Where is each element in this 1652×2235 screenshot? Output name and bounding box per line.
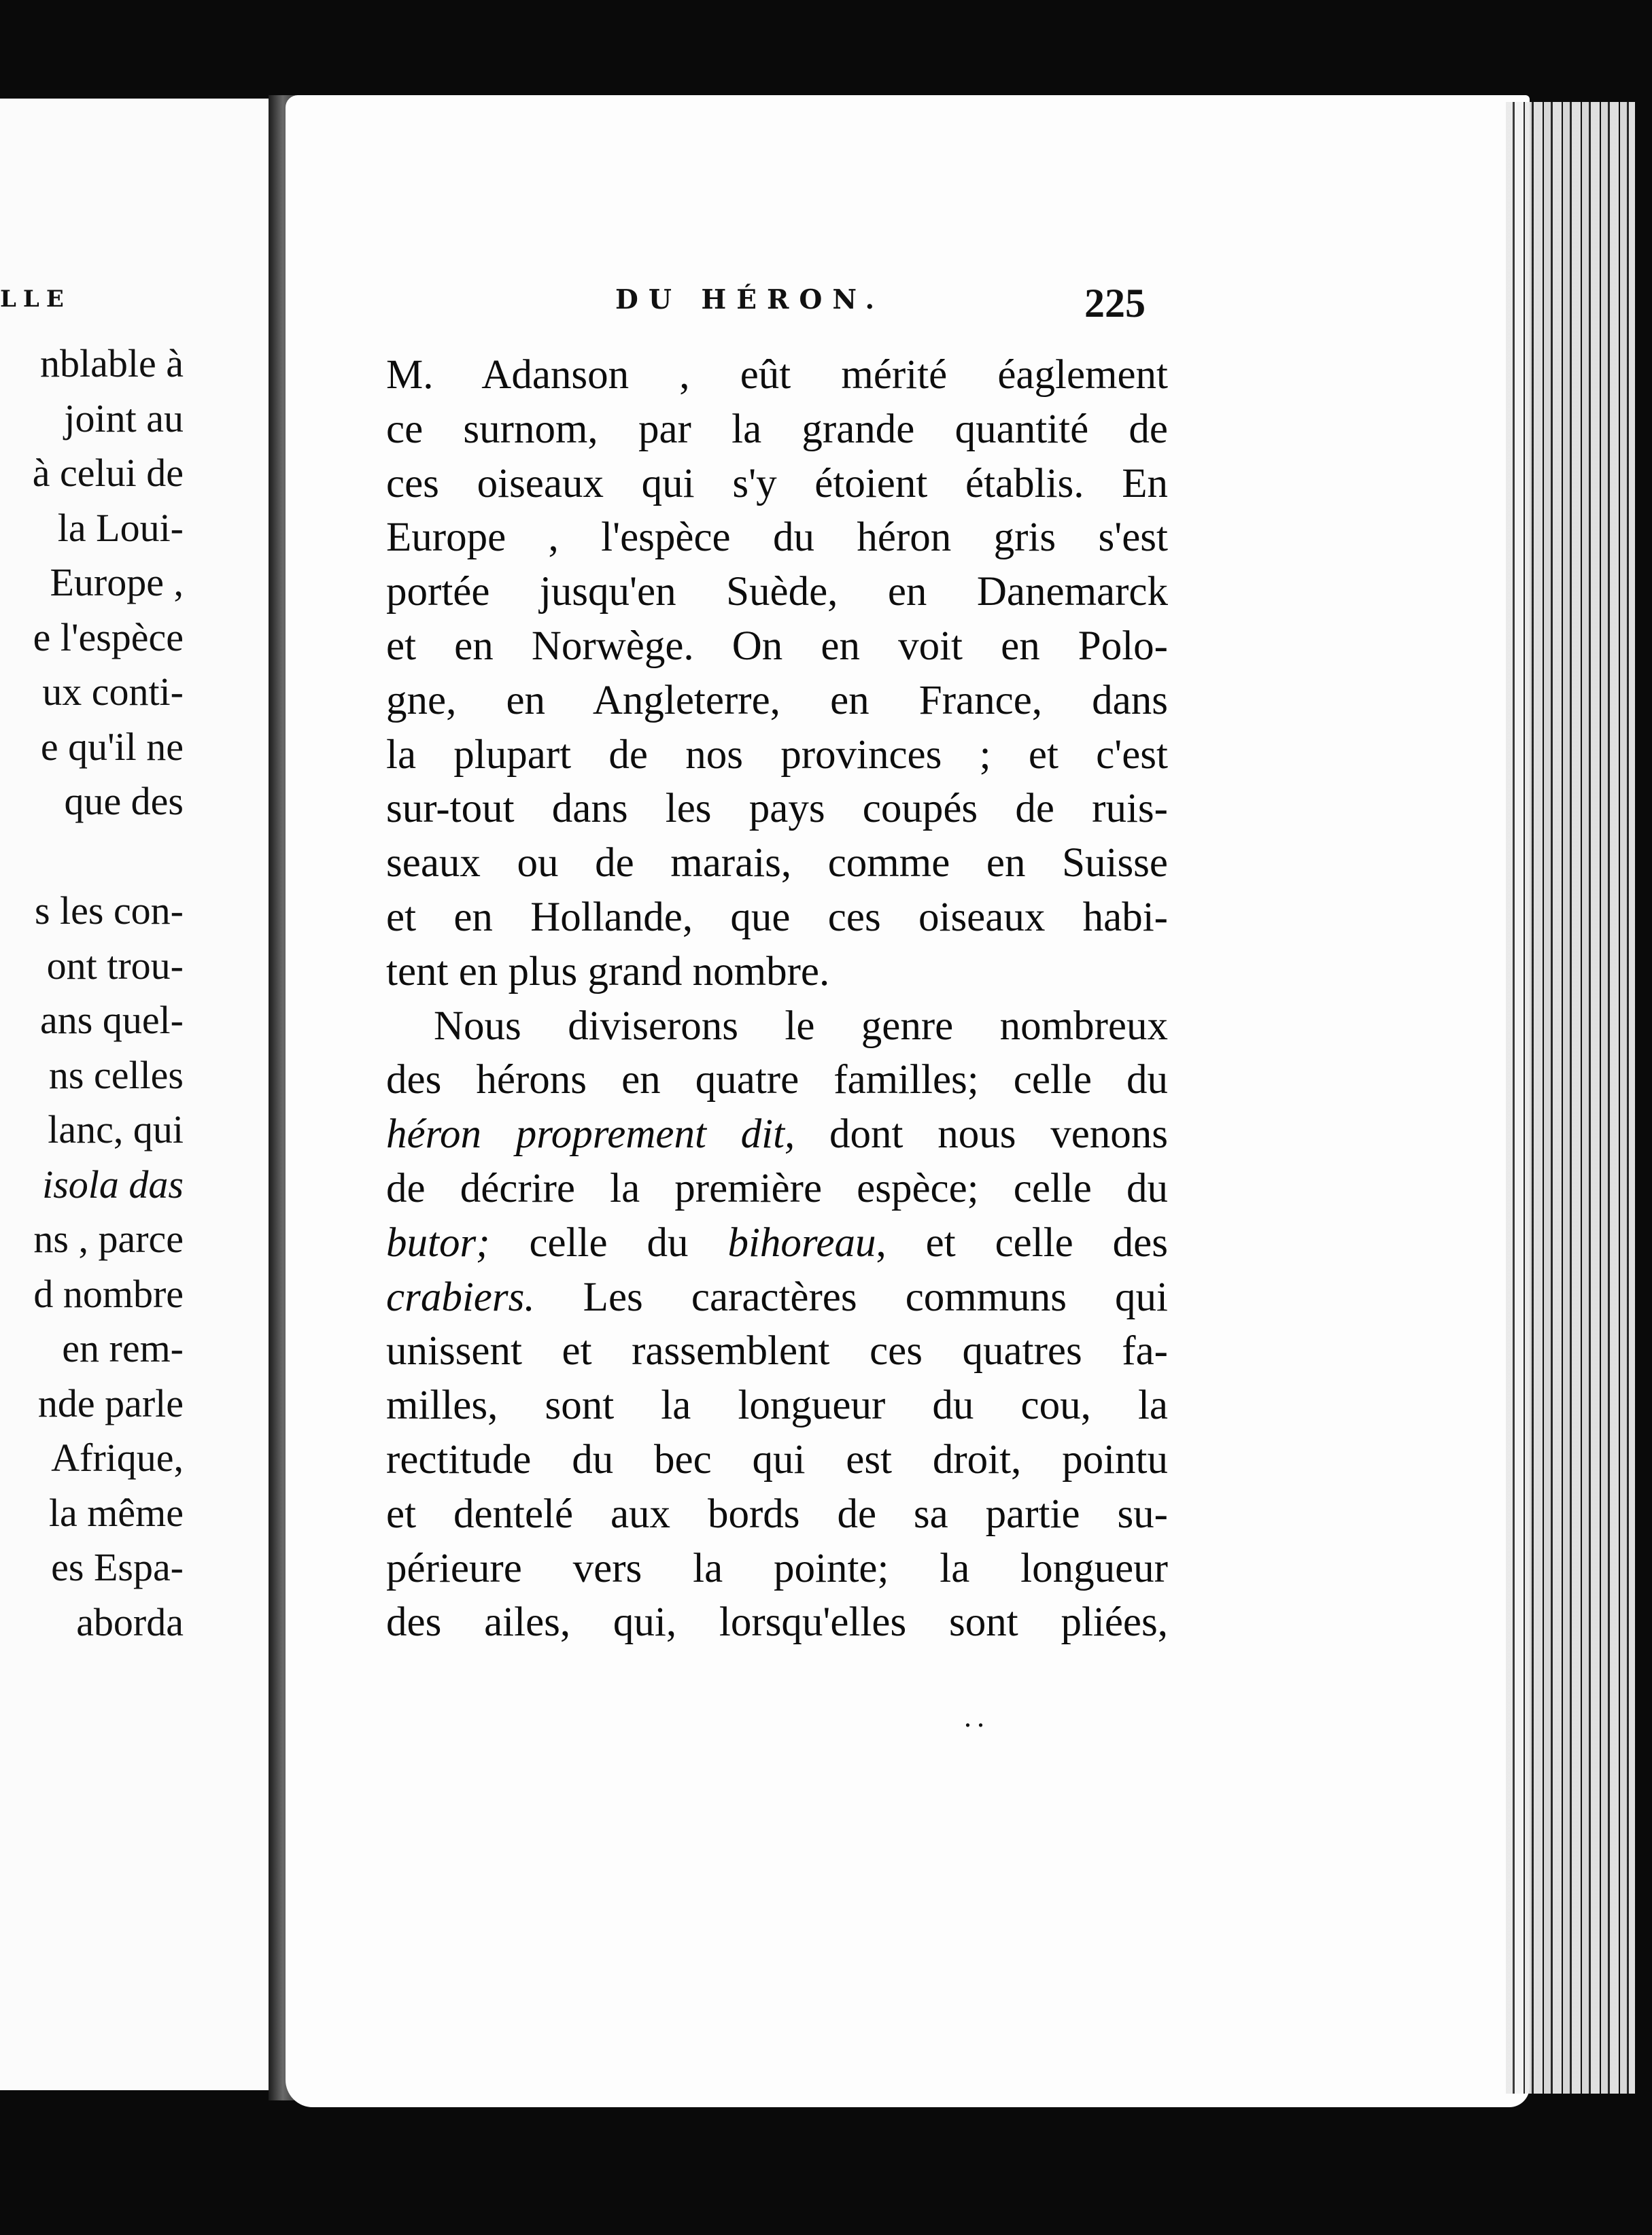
text-line-mixed-italic [386,1107,1168,1162]
text-line: de décrire la première espèce; celle du [386,1165,1168,1211]
left-line: la même [48,1490,184,1535]
text-line-paragraph-start: Nous diviserons le genre nombreux [434,1003,1168,1049]
text-fragment: Les caractères communs qui [534,1274,1168,1320]
left-line: d nombre [33,1271,184,1316]
left-line: ux conti- [42,670,184,714]
italic-heron-proprement-dit: héron proprement dit, [386,1111,795,1158]
text-line: gne, en Angleterre, en France, dans [386,677,1168,723]
text-line: la plupart de nos provinces ; et c'est [386,731,1168,778]
left-text-block [33,336,184,1650]
text-line: Europe , l'espèce du héron gris s'est [386,515,1168,561]
text-fragment: , et celle des [876,1219,1168,1266]
text-line: seaux ou de marais, comme en Suisse [386,840,1168,886]
text-line-mixed-italic [386,1216,1168,1270]
left-running-head: LLE [0,285,71,313]
text-fragment: celle du [489,1219,728,1266]
page-number: 225 [1084,281,1146,326]
left-line: aborda [76,1599,184,1644]
left-line: joint au [64,396,184,440]
left-line: nde parle [37,1381,184,1425]
body-text [386,348,1168,1650]
text-line: M. Adanson , eût mérité éaglement [386,352,1168,398]
left-line: ont trou- [46,943,184,988]
text-line: milles, sont la longueur du cou, la [386,1383,1168,1429]
text-line: sur-tout dans les pays coupés de ruis- [386,786,1168,832]
running-head: DU HÉRON. [615,284,885,315]
text-line: des hérons en quatre familles; celle du [386,1057,1168,1103]
left-line: s les con- [34,888,184,933]
signature-mark: .. [964,1700,990,1733]
text-line-mixed-italic [386,1270,1168,1325]
text-line: et en Hollande, que ces oiseaux habi- [386,894,1168,940]
text-line: ce surnom, par la grande quantité de [386,406,1168,452]
text-line: ces oiseaux qui s'y étoient établis. En [386,460,1168,506]
left-line: à celui de [32,451,184,495]
italic-butor: butor; [386,1219,490,1266]
left-line: en rem- [62,1326,184,1370]
text-line: rectitude du bec qui est droit, pointu [386,1436,1168,1483]
left-line: Afrique, [51,1436,184,1480]
text-fragment: dont nous venons [795,1111,1169,1158]
left-line-italic: isola das [42,1162,184,1207]
left-line: ns , parce [33,1217,184,1261]
left-line: Europe , [50,560,184,604]
text-line: périeure vers la pointe; la longueur [386,1545,1168,1591]
left-line: lanc, qui [48,1107,184,1151]
left-line: que des [64,779,184,823]
left-line: es Espa- [51,1545,184,1589]
text-line: unissent et rassemblent ces quatres fa- [386,1328,1168,1374]
left-page [0,99,273,2090]
left-line: ans quel- [40,998,184,1042]
text-line-paragraph-end: tent en plus grand nombre. [386,948,830,994]
text-line: et en Norwège. On en voit en Polo- [386,623,1168,669]
page-edges [1506,102,1635,2094]
left-line: nblable à [40,341,184,385]
left-line: e l'espèce [33,614,184,659]
italic-bihoreau: bihoreau [727,1219,876,1266]
text-line: et dentelé aux bords de sa partie su- [386,1491,1168,1537]
text-line: portée jusqu'en Suède, en Danemarck [386,569,1168,615]
left-line: la Loui- [57,505,184,550]
left-line: e qu'il ne [40,724,184,769]
text-line: des ailes, qui, lorsqu'elles sont pliées, [386,1599,1168,1646]
left-line-gap [33,829,184,884]
left-line: ns celles [48,1052,184,1097]
italic-crabiers: crabiers. [386,1274,535,1320]
